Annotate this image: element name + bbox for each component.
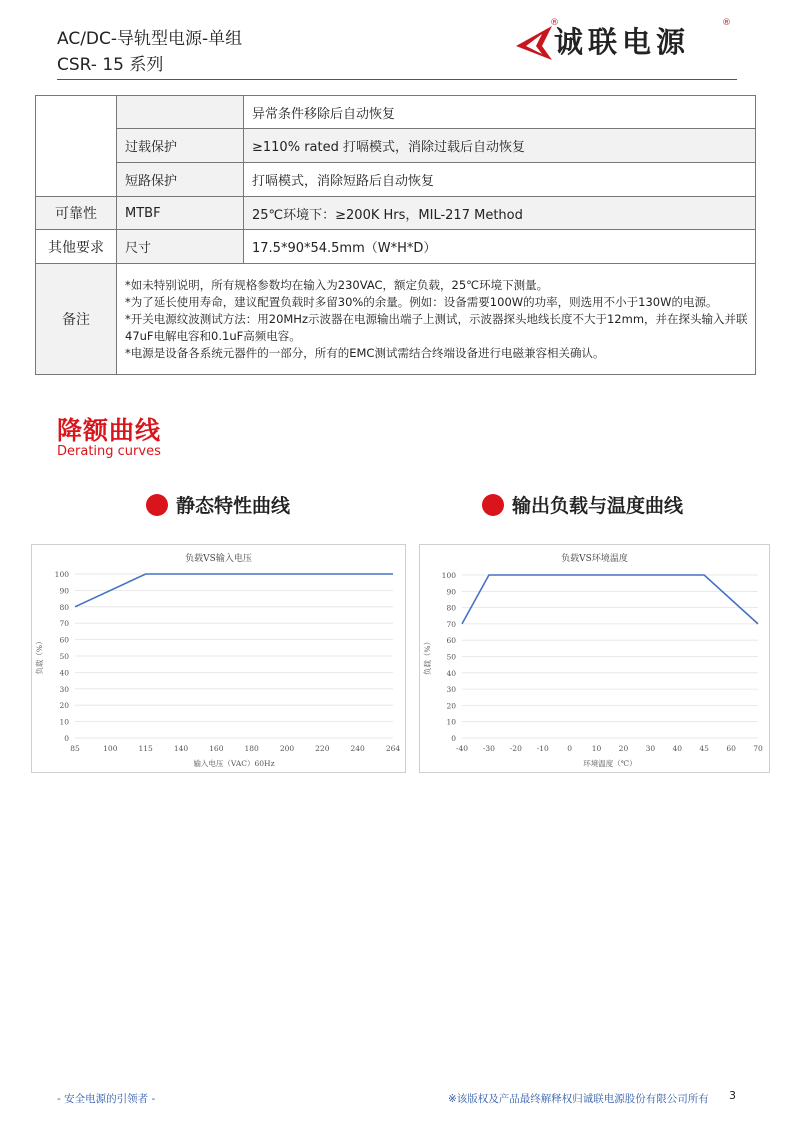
x-tick-label: -20 [509,744,522,753]
section-subtitle: Derating curves [57,444,161,459]
x-tick-label: 220 [315,744,330,753]
table-cell-value: 异常条件移除后自动恢复 [244,96,756,129]
left-chart-heading-text: 静态特性曲线 [176,495,291,517]
notes-cell [117,264,756,375]
brand-logo [512,18,738,64]
chart-title: 负载VS输入电压 [185,554,252,564]
y-tick-label: 80 [59,602,69,612]
y-tick-label: 90 [446,587,456,597]
registered-mark-icon: ® [722,18,731,28]
x-axis-label: 输入电压（VAC）60Hz [193,759,275,768]
x-tick-label: 200 [279,744,295,753]
footer-slogan: - 安全电源的引领者 - [57,1093,156,1105]
header-title: AC/DC-导轨型电源-单组 [57,29,243,49]
y-tick-label: 40 [59,668,69,678]
table-row [36,230,756,264]
y-axis-label: 负载（%） [35,637,44,675]
y-tick-label: 50 [446,652,456,662]
header-divider [57,79,737,80]
y-tick-label: 100 [54,570,69,579]
y-tick-label: 90 [59,586,69,596]
x-tick-label: 180 [244,744,259,753]
x-tick-label: 30 [645,744,656,753]
right-chart-heading [482,491,683,518]
red-dot-icon [482,494,504,516]
page-number: 3 [729,1089,736,1102]
table-cell-value: ≥110% rated 打嗝模式，消除过载后自动恢复 [244,129,756,163]
x-tick-label: 40 [672,744,683,753]
y-tick-label: 0 [451,734,456,743]
table-cell-item [117,96,244,129]
y-tick-label: 0 [64,734,69,743]
x-tick-label: 100 [103,744,118,753]
table-row [36,129,756,163]
x-tick-label: 140 [173,744,189,753]
x-tick-label: 115 [138,744,153,753]
chart-load-vs-temperature [419,544,770,773]
table-row [36,197,756,230]
table-cell-item: 过载保护 [117,129,244,163]
y-tick-label: 10 [446,717,456,727]
registered-mark-icon: ® [550,18,559,28]
table-cell-item: MTBF [117,197,244,230]
x-tick-label: -40 [455,744,469,753]
footer-copyright: ※该版权及产品最终解释权归诚联电源股份有限公司所有 [448,1093,709,1105]
table-cell-item: 尺寸 [117,230,244,264]
y-tick-label: 60 [446,636,456,646]
note-line: *开关电源纹波测试方法：用20MHz示波器在电源输出端子上测试，示波器探头地线长度不大于12mm，并在探头输入并联47uF电解电容和0.1uF高频电容。 [125,311,748,343]
y-tick-label: 30 [59,684,69,694]
table-row [36,264,756,375]
series-line [462,575,758,624]
x-tick-label: 160 [209,744,224,753]
right-chart-heading-text: 输出负载与温度曲线 [512,495,684,517]
x-tick-label: -30 [482,744,495,753]
x-axis-label: 环境温度（℃） [583,759,637,768]
note-line: *电源是设备各系统元器件的一部分，所有的EMC测试需结合终端设备进行电磁兼容相关确认。 [125,345,605,360]
header-series: CSR- 15 系列 [57,55,164,75]
y-tick-label: 70 [446,619,456,629]
table-cell-value: 25℃环境下：≥200K Hrs，MIL-217 Method [244,197,756,230]
chart-title: 负载VS环境温度 [561,554,628,564]
x-tick-label: 70 [753,744,763,753]
chart-svg [32,545,405,772]
chart-load-vs-input-voltage [31,544,406,773]
notes-label: 备注 [36,264,117,375]
x-tick-label: 60 [726,744,736,753]
section-title: 降额曲线 [57,416,162,445]
table-cell-category: 其他要求 [36,230,117,264]
table-cell-value: 17.5*90*54.5mm（W*H*D） [244,230,756,264]
left-chart-heading [146,491,290,518]
x-tick-label: 264 [385,744,401,753]
x-tick-label: 240 [350,744,365,753]
spec-table [35,95,756,375]
y-tick-label: 70 [59,619,69,629]
table-cell-value: 打嗝模式，消除短路后自动恢复 [244,163,756,197]
note-line: *为了延长使用寿命，建议配置负载时多留30%的余量。例如：设备需要100W的功率，则选用不小于130W的电源。 [125,294,718,309]
chart-svg [420,545,769,772]
note-line: *如未特别说明，所有规格参数均在输入为230VAC，额定负载，25℃环境下测量。 [125,277,549,292]
table-row [36,163,756,197]
x-tick-label: 0 [567,744,573,753]
y-tick-label: 100 [441,571,456,580]
y-tick-label: 60 [59,635,69,645]
table-cell-category [36,96,117,197]
y-tick-label: 20 [59,701,69,711]
x-tick-label: 85 [70,744,80,753]
x-tick-label: -10 [536,744,549,753]
y-tick-label: 50 [59,652,69,661]
logo-text: 诚联电源 [554,25,691,59]
x-tick-label: 10 [591,744,602,753]
x-tick-label: 20 [618,744,629,753]
x-tick-label: 45 [699,744,709,753]
table-row [36,96,756,129]
table-cell-item: 短路保护 [117,163,244,197]
y-tick-label: 20 [446,701,456,711]
red-dot-icon [146,494,168,516]
y-tick-label: 10 [59,717,69,727]
y-axis-label: 负载（%） [423,637,432,676]
y-tick-label: 30 [446,685,456,695]
table-cell-category: 可靠性 [36,197,117,230]
y-tick-label: 80 [446,603,456,613]
y-tick-label: 40 [446,668,456,678]
